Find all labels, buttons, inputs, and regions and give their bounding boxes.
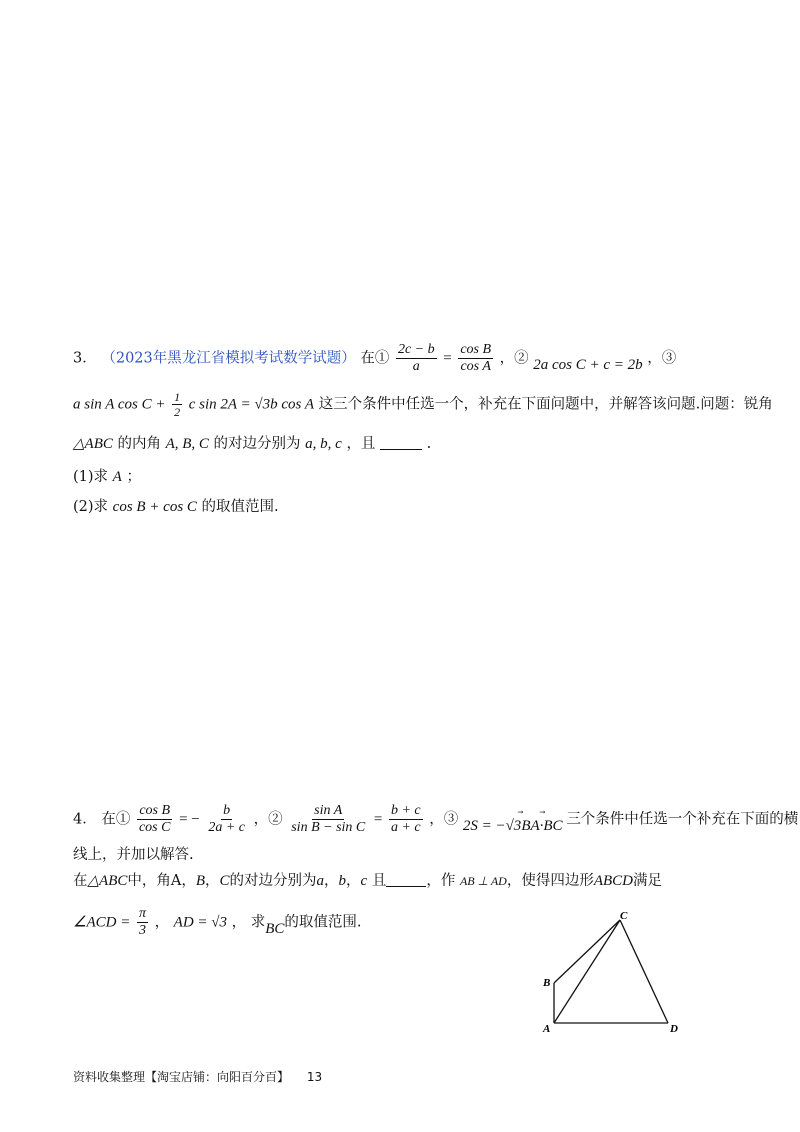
quadrilateral-figure (540, 908, 690, 1038)
q3-c1-equals: = (443, 350, 452, 367)
q4-c3-dot: · (539, 817, 544, 834)
q3-number: 3． (73, 350, 97, 367)
q4-line-3 (73, 871, 662, 891)
q4-l3-side-c: c (360, 873, 368, 889)
q4-c2-eq: = (373, 811, 383, 828)
q4-l3-quad: ABCD (593, 873, 634, 889)
q4-l3-C: C (219, 873, 230, 889)
q4-vector-ba: ⃗ BA (521, 816, 539, 836)
q3-condition3-a: a sin A cos C + (73, 396, 166, 413)
q3-condition3-b: c sin 2A = √3b cos A (188, 396, 315, 413)
q4-c1-denominator: cos C (138, 820, 171, 835)
q3-c1-denominator: a (412, 359, 420, 374)
q3-line-2 (73, 390, 773, 419)
q4-c2-frac-left (289, 803, 367, 836)
q3-answer-blank (380, 435, 422, 450)
q3-part1-prefix: (1)求 (73, 469, 109, 485)
page-footer (73, 1068, 322, 1085)
q3-end: . (426, 436, 432, 452)
q3-part1 (73, 467, 141, 487)
q3-half-numerator: 1 (174, 390, 181, 404)
q4-c1-numerator2: b (223, 803, 231, 818)
q4-sep2: ，② (253, 811, 283, 828)
q4-l3-a: 在 (73, 873, 88, 889)
q4-l3-side-b: b (338, 873, 347, 889)
q4-c2-denominator: sin B − sin C (291, 820, 366, 835)
q3-sep3: ，③ (647, 350, 677, 367)
q4-c2-numerator: sin A (314, 803, 343, 818)
q3-text2: 的对边分别为 (213, 436, 301, 452)
q3-line-1 (73, 342, 676, 375)
q4-l4-frac (137, 906, 148, 939)
q4-l3-j: 满足 (633, 873, 663, 889)
q4-line-4 (73, 906, 362, 939)
q4-text-after: 三个条件中任选一个补充在下面的横 (566, 811, 799, 828)
q3-part2-expr: cos B + cos C (112, 499, 197, 515)
q4-l4-three: 3 (138, 923, 146, 938)
q4-l4-angle: ∠ACD = (73, 914, 131, 931)
footer-text: 资料收集整理【淘宝店铺：向阳百分百】 (73, 1070, 290, 1084)
q3-line-3 (73, 434, 431, 454)
q4-c1-frac-left (137, 803, 173, 836)
segment-cd (620, 920, 668, 1023)
q4-l4-bc: BC (265, 920, 285, 937)
label-a: A (543, 1023, 551, 1035)
q3-condition3-half (172, 390, 182, 419)
q3-part2 (73, 497, 279, 517)
q4-l4-ad: AD = √3 (173, 914, 228, 931)
q3-part2-end: 的取值范围. (201, 499, 279, 515)
q4-answer-blank (386, 872, 426, 887)
q4-c1-denominator2: 2a + c (208, 820, 246, 835)
q4-c2-frac-right (389, 803, 423, 836)
q4-condition3 (463, 818, 566, 834)
q3-c1-numerator2: cos B (460, 342, 492, 357)
segment-bc (554, 920, 620, 983)
label-d: D (670, 1023, 678, 1035)
q4-c1-eq: = − (179, 811, 200, 828)
q3-text1: 的内角 (117, 436, 161, 452)
q4-l3-e: ， (324, 873, 339, 889)
q4-l3-h: ，作 (426, 873, 456, 889)
q3-text3: ，且 (346, 436, 376, 452)
q4-l4-sep2: ， 求 (231, 914, 266, 931)
q4-line-1 (73, 803, 798, 836)
q4-c1-numerator: cos B (139, 803, 171, 818)
page-number: 13 (306, 1070, 323, 1084)
q4-l3-side-a: a (316, 873, 325, 889)
q3-part1-var: A (112, 469, 122, 485)
q4-c2-denominator2: a + c (390, 820, 421, 835)
q4-l3-triangle: △ABC (87, 873, 128, 889)
q3-sep2: ，② (499, 350, 529, 367)
q4-sep3: ，③ (429, 811, 459, 828)
q3-c1-denominator2: cos A (460, 359, 491, 374)
q3-c1-numerator: 2c − b (397, 342, 435, 357)
q4-l4-end: 的取值范围. (284, 914, 362, 931)
q4-l4-pi: π (138, 906, 146, 921)
q4-l3-f: ， (346, 873, 361, 889)
q3-part1-end: ； (126, 469, 141, 485)
q4-c2-numerator2: b + c (390, 803, 421, 818)
q3-condition2: 2a cos C + c = 2b (533, 356, 643, 373)
label-c: C (620, 910, 628, 922)
q4-l3-g: 且 (371, 873, 387, 889)
q4-number: 4． (73, 811, 97, 828)
q4-l3-perp: AB ⊥ AD (459, 874, 507, 888)
q3-triangle: △ABC (73, 436, 113, 452)
q3-condition1-frac-left (396, 342, 437, 375)
label-b: B (543, 977, 551, 989)
q3-source: （2023年黑龙江省模拟考试数学试题） (101, 350, 356, 367)
q3-part2-prefix: (2)求 (73, 499, 109, 515)
q4-zai: 在① (101, 811, 131, 828)
q4-l3-B: B (195, 873, 206, 889)
q3-half-denominator: 2 (174, 405, 181, 419)
q3-text-after: 这三个条件中任选一个，补充在下面问题中，并解答该问题.问题：锐角 (318, 396, 773, 413)
q4-c1-frac-right (206, 803, 247, 836)
q4-l3-i: ，使得四边形 (506, 873, 594, 889)
q3-sides: a, b, c (305, 436, 342, 452)
q3-angles: A, B, C (165, 436, 209, 452)
q3-zai: 在① (360, 350, 390, 367)
q3-condition1-frac-right (458, 342, 493, 375)
q4-l3-d: 的对边分别为 (229, 873, 317, 889)
q4-l3-b: 中，角A， (127, 873, 196, 889)
segment-ac (554, 920, 620, 1023)
q4-l4-sep: ， (154, 914, 170, 931)
q4-l3-c: ， (205, 873, 220, 889)
q4-line-2: 线上，并加以解答. (73, 847, 194, 863)
q4-vector-bc: ⃗ BC (543, 816, 562, 836)
q4-c3-expr: 2S = −√3 (462, 817, 522, 834)
